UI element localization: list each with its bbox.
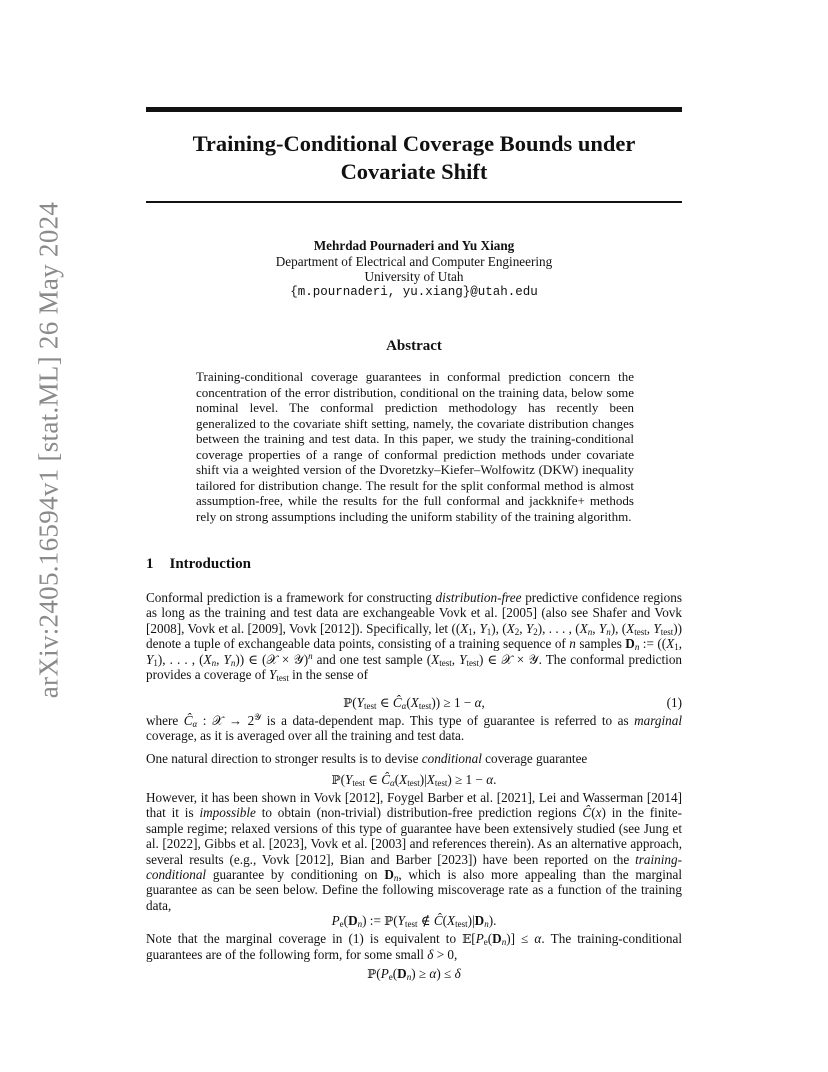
section-heading — [146, 556, 251, 573]
equation-number: (1) — [666, 695, 682, 710]
arxiv-stamp: arXiv:2405.16594v1 [stat.ML] 26 May 2024 — [33, 201, 64, 699]
intro-paragraph-3: One natural direction to stronger results is to devise conditional coverage guarantee — [146, 751, 588, 766]
intro-paragraph-1: Conformal prediction is a framework for constructing distribution-free predictive confidence regions as long as the training and test data are exchangeable Vovk et al. [2005] (also see Shafer and Vovk [2008], Vovk et al. [2009], Vovk [2012]). Specifically, let (($X_1$, $Y_1$), ($X_2$, $Y_2$), . . . , ($X_n$, $Y_n$), ($X_{test}$, $Y_{test}$)) denote a tuple of exchangeable data points, consisting of a training sequence of n samples $D_n$ := (($X_1$, $Y_1$), . . . , ($X_n$, $Y_n$)) ∈ (𝒳 × 𝒴)$^n$ and one test sample ($X_{test}$, $Y_{test}$) ∈ 𝒳 × 𝒴. The conformal prediction provides a coverage of $Y_{test}$ in the sense of — [146, 590, 683, 684]
equation-conditional: $ℙ(Y_{test}$ ∈ $Ĉ_\alpha(X_{test})|X_{test}) \ge 1 - \alpha$. — [331, 772, 497, 788]
intro-paragraph-5: Note that the marginal coverage in (1) is equivalent to $𝔼[P_e(D_n)] \le \alpha$. The training-conditional guarantees are of the following form, for some small δ > 0, — [146, 931, 683, 963]
equation-1: $ℙ(Y_{test}$ ∈ $Ĉ_\alpha(X_{test})) \ge 1 - \alpha$, (1) — [343, 695, 682, 711]
section-title: Introduction — [169, 556, 251, 572]
section-number: 1 — [146, 556, 154, 572]
paper-title: Training-Conditional Coverage Bounds under Covariate Shift — [192, 131, 636, 184]
equation-miscoverage: $P_e(D_n)$ := $ℙ(Y_{test}$ ∉ $Ĉ(X_{test})|D_n$). — [331, 913, 497, 929]
author-email: {m.pournaderi, yu.xiang}@utah.edu — [290, 284, 538, 299]
author-block — [146, 238, 682, 300]
author-university: University of Utah — [364, 269, 464, 284]
abstract-heading: Abstract — [386, 338, 442, 354]
author-department: Department of Electrical and Computer Engineering — [275, 253, 553, 269]
math-map: $Ĉ_\alpha$ : 𝒳 → $2^𝒴$ — [183, 712, 262, 729]
title-bottom-rule — [146, 201, 682, 203]
equation-training-conditional: $ℙ(P_e(D_n) \ge \alpha) \le \delta$ — [367, 966, 461, 982]
math-dn: $D_n$ := (($X_1$, $Y_1$), . . . , ($X_n$, $Y_n$)) ∈ (𝒳 × 𝒴)$^n$ — [146, 636, 682, 668]
intro-paragraph-4: However, it has been shown in Vovk [2012], Foygel Barber et al. [2021], Lei and Wasserman [2014] that it is impossible to obtain (non-trivial) distribution-free prediction regions Ĉ(x) in the finite-sample regime; relaxed versions of this type of guarantee have been extensively studied (see Jung et al. [2022], Gibbs et al. [2023], Vovk et al. [2003] and references therein). As an alternative approach, several results (e.g., Vovk [2012], Bian and Barber [2023]) have been reported on the training-conditional guarantee by conditioning on $D_n$, which is also more appealing than the marginal guarantee as can be seen below. Define the following miscoverage rate as a function of the training data, — [146, 790, 683, 913]
top-rule — [146, 107, 682, 112]
intro-paragraph-2: where $Ĉ_\alpha$ : 𝒳 → $2^𝒴$ is a data-dependent map. This type of guarantee is referred to as marginal coverage, as it is averaged over all the training and test data. — [146, 712, 683, 744]
math-test: ($X_{test}$, $Y_{test}$) ∈ 𝒳 × 𝒴 — [426, 651, 539, 668]
author-names: Mehrdad Pournaderi and Yu Xiang — [313, 238, 515, 253]
math-tuple: (($X_1$, $Y_1$), ($X_2$, $Y_2$), . . . , ($X_n$, $Y_n$), ($X_{test}$, $Y_{test}$)) — [451, 620, 683, 637]
abstract-text: Training-conditional coverage guarantees in conformal prediction concern the concentration of the error distribution, conditional on the training data, below some nominal level. The conformal prediction methodology has recently been generalized to the covariate shift setting, namely, the covariate distribution changes between the training and test data. In this paper, we study the training-conditional coverage properties of a range of conformal prediction methods under covariate shift via a weighted version of the Dvoretzky–Kiefer–Wolfowitz (DKW) inequality tailored for distribution change. The result for the split conformal method is almost assumption-free, while the results for the full conformal and jackknife+ methods rely on strong assumptions including the uniform stability of the training algorithm. — [196, 369, 634, 524]
